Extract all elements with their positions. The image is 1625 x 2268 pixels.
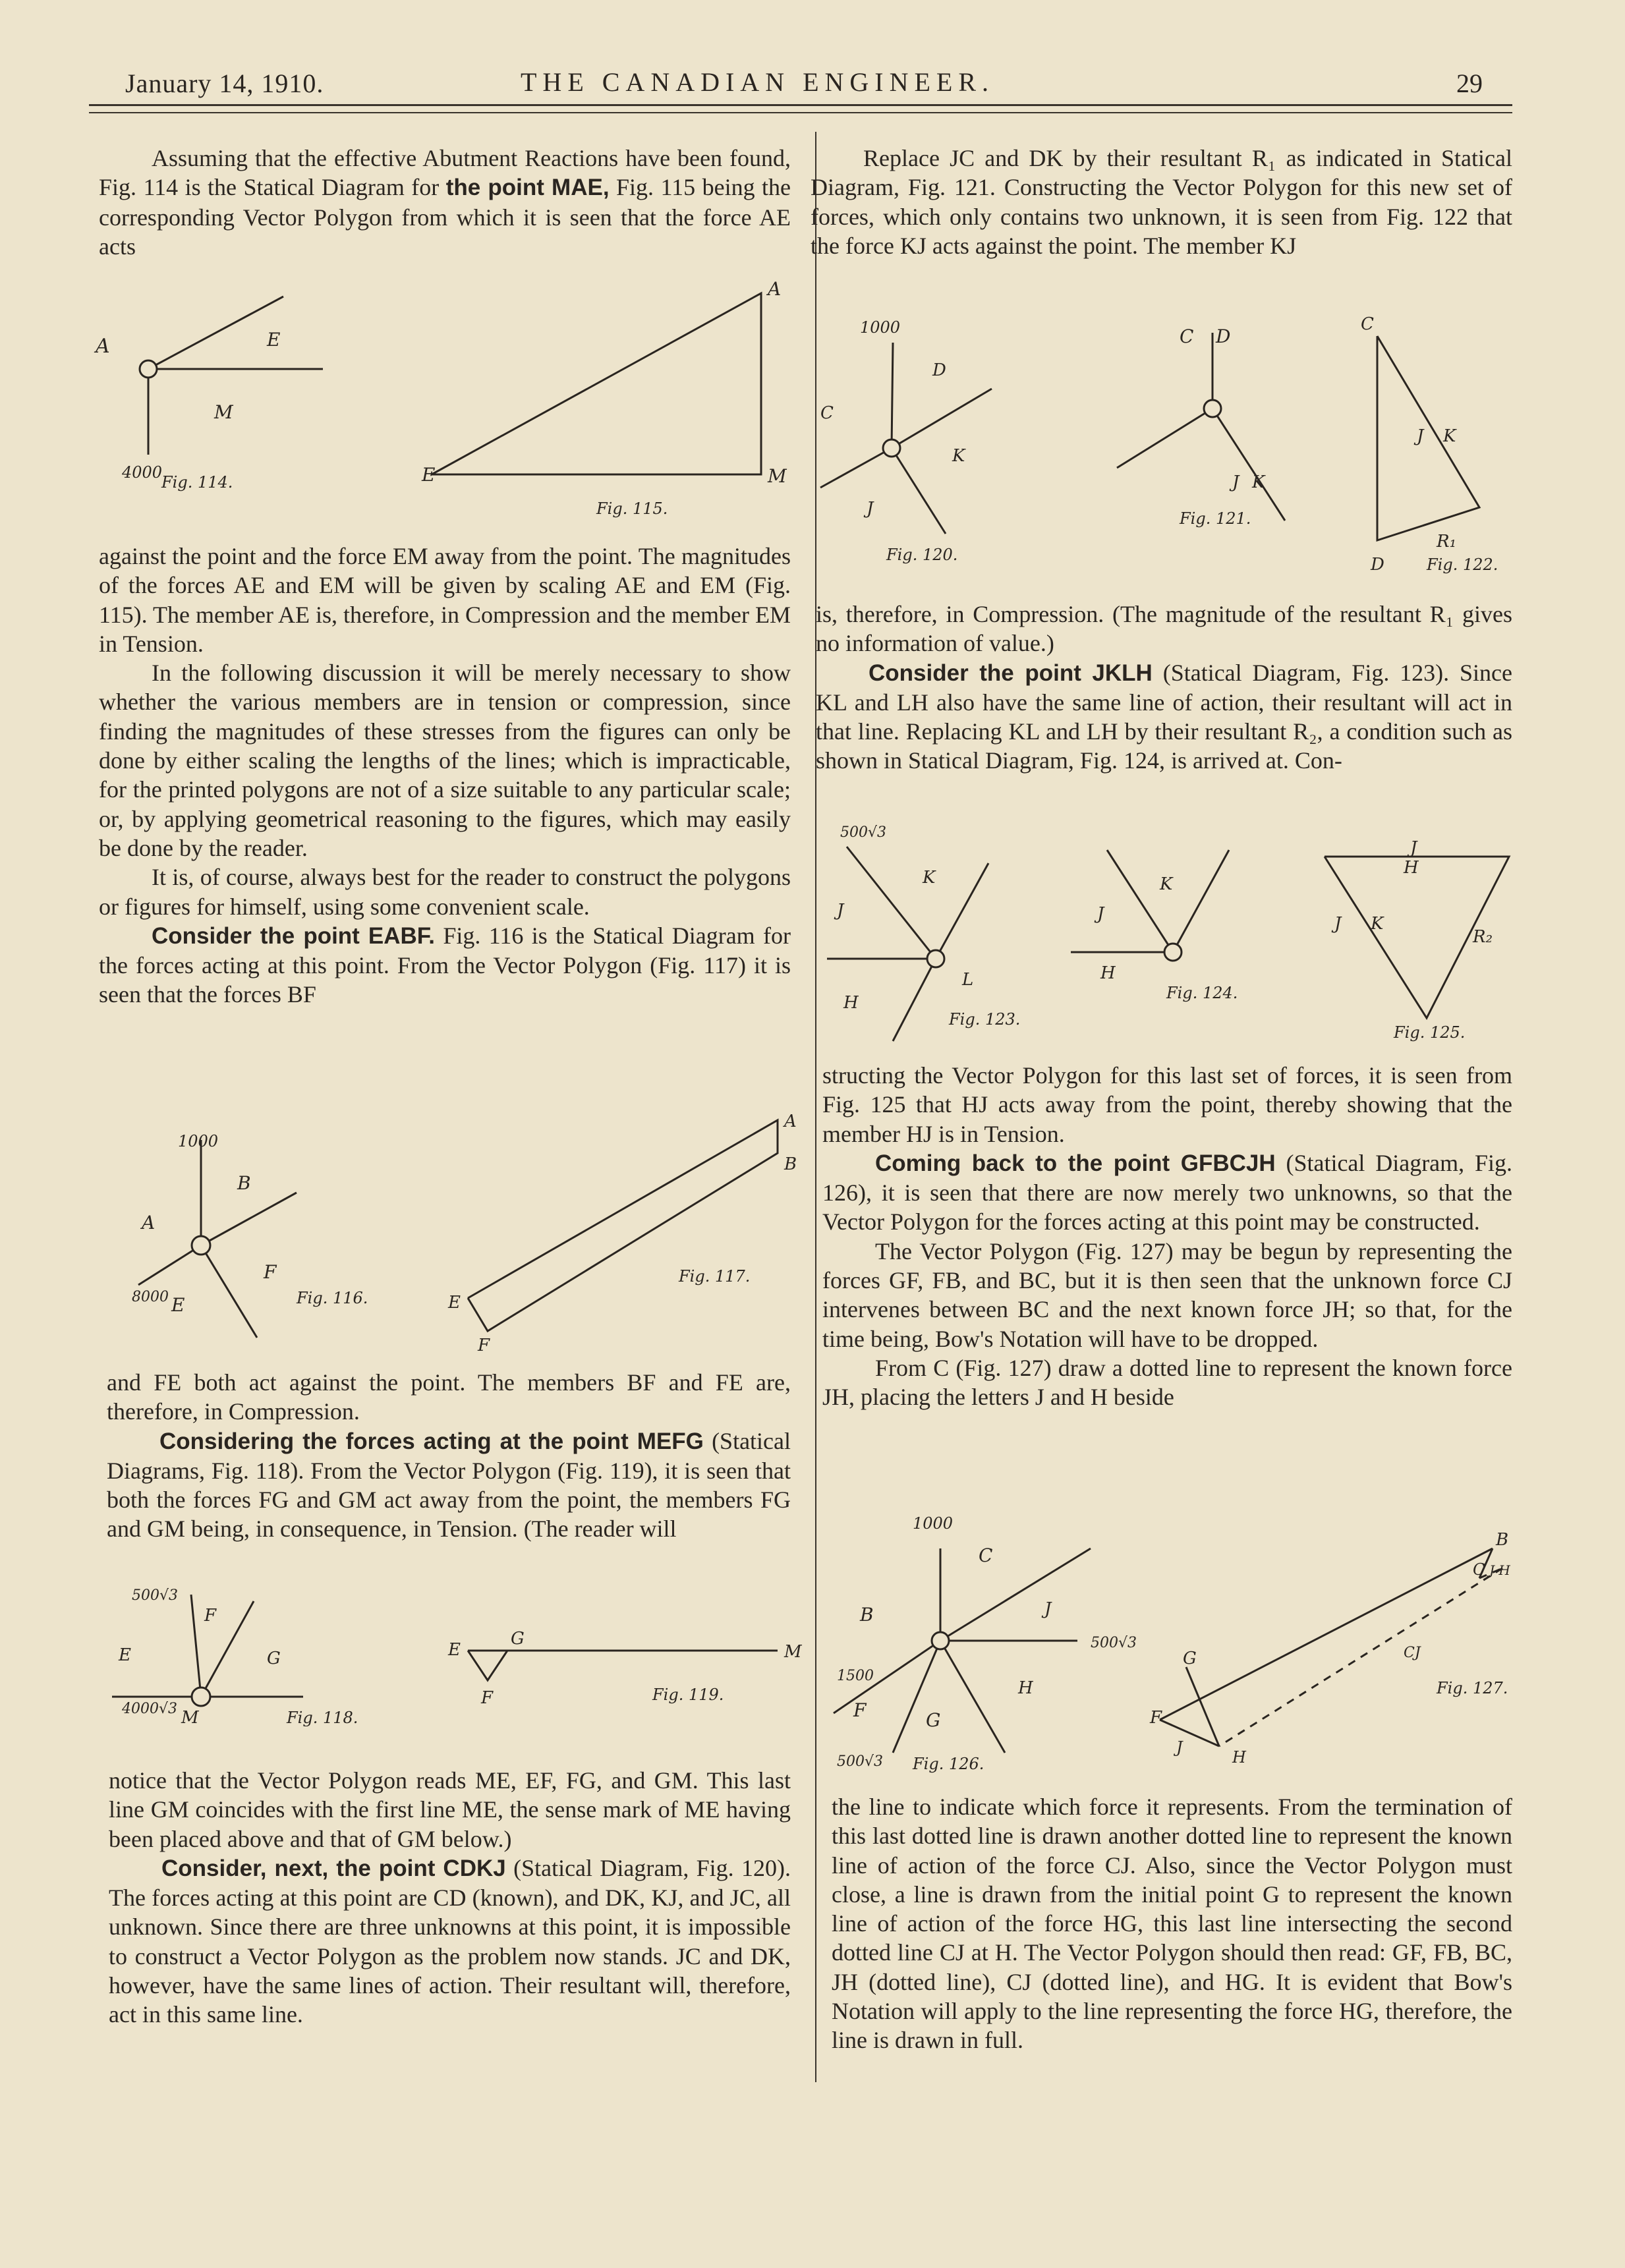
svg-text:L: L [962, 970, 974, 990]
svg-text:M: M [784, 1642, 802, 1662]
right-para-1: Replace JC and DK by their resultant R₁ as indicated in Statical Diagram, Fig. 121. Constructing the Vector Polygon for this new set of forces, which only contains two unknown, it is seen from Fig. 122 that the force KJ acts against the point. The member KJ [811, 145, 1512, 259]
svg-text:Fig. 120.: Fig. 120. [886, 546, 958, 564]
svg-text:A: A [142, 1212, 156, 1233]
svg-text:G: G [511, 1629, 525, 1649]
left-para-1: Assuming that the effective Abutment Reactions have been found, Fig. 114 is the Statical Diagram for the point MAE, Fig. 115 being the corresponding Vector Polygon from which it is seen that the force AE acts [99, 145, 791, 260]
svg-text:Fig. 122.: Fig. 122. [1427, 555, 1498, 574]
svg-text:C: C [820, 403, 834, 423]
svg-text:K: K [1160, 874, 1173, 894]
figure-125 [1311, 830, 1522, 1048]
page-header [86, 63, 1509, 102]
svg-text:H: H [1018, 1678, 1033, 1698]
figure-126 [827, 1509, 1170, 1786]
svg-text:F: F [1150, 1708, 1162, 1728]
svg-text:1000: 1000 [913, 1514, 954, 1533]
svg-text:CJ: CJ [1404, 1645, 1421, 1661]
svg-text:J: J [867, 499, 874, 519]
svg-text:E: E [171, 1294, 185, 1316]
svg-text:J: J [1410, 838, 1417, 858]
svg-text:500√3: 500√3 [840, 824, 887, 841]
svg-text:K: K [1252, 472, 1265, 492]
svg-text:K: K [1443, 426, 1456, 446]
svg-text:B: B [1496, 1530, 1509, 1550]
svg-text:Fig. 125.: Fig. 125. [1394, 1023, 1466, 1042]
svg-text:B: B [237, 1172, 251, 1194]
svg-text:J: J [1232, 472, 1240, 492]
svg-text:500√3: 500√3 [1091, 1635, 1137, 1651]
svg-text:K: K [1371, 914, 1384, 934]
svg-text:A: A [784, 1112, 797, 1131]
svg-text:F: F [264, 1261, 277, 1283]
svg-text:R₂: R₂ [1473, 927, 1493, 947]
svg-text:C: C [1361, 314, 1374, 334]
svg-text:C: C [979, 1545, 993, 1566]
svg-text:D: D [1371, 555, 1384, 575]
figure-121 [1100, 316, 1298, 540]
svg-text:Fig. 121.: Fig. 121. [1180, 509, 1251, 528]
svg-text:Fig. 116.: Fig. 116. [297, 1289, 368, 1307]
svg-text:H: H [843, 993, 859, 1013]
svg-text:8000: 8000 [132, 1289, 169, 1305]
svg-text:D: D [1216, 326, 1231, 347]
svg-text:Fig. 118.: Fig. 118. [287, 1709, 358, 1726]
figure-120 [814, 316, 1012, 573]
svg-text:J H: J H [1489, 1562, 1510, 1578]
figure-124 [1068, 837, 1239, 1015]
svg-text:Fig. 126.: Fig. 126. [913, 1755, 984, 1773]
svg-text:F: F [204, 1606, 217, 1626]
svg-text:500√3: 500√3 [837, 1753, 884, 1770]
left-para-4: notice that the Vector Polygon reads ME, EF, FG, and GM. This last line GM coincides with the first line ME, the sense mark of ME having been placed above and that of GM below.) Consider, next, the point CDKJ (Statical Diagram, Fig. 120). The forces acting at this point are CD (known), and DK, KJ, and JC, all unknown. Since there are three unknowns at this point, it is impossible to construct a Vector Polygon as the problem now stands. JC and DK, however, have the same lines of action. Their resultant will, therefore, act in this same line. [109, 1767, 791, 2028]
svg-text:A: A [96, 335, 110, 358]
page-number: 29 [1456, 69, 1483, 98]
figure-123 [820, 817, 1071, 1061]
journal-title: THE CANADIAN ENGINEER. [521, 67, 995, 97]
svg-text:E: E [448, 1640, 461, 1660]
svg-text:500√3: 500√3 [132, 1587, 179, 1604]
svg-text:C: C [1473, 1560, 1485, 1579]
svg-text:Fig. 127.: Fig. 127. [1437, 1679, 1508, 1697]
right-para-3: structing the Vector Polygon for this last set of forces, it is seen from Fig. 125 that HJ acts away from the point, thereby showing that the member HJ is in Tension. Coming back to the point GFBCJH (Statical Diagram, Fig. 126), it is seen that there are now merely two unknowns, so that the Vector Polygon for the forces acting at this point may be constructed. The Vector Polygon (Fig. 127) may be begun by representing the forces GF, FB, and BC, but it is then seen that the unknown force CJ intervenes between BC and the next known force JH; so that, for the time being, Bow's Notation will have to be dropped. From C (Fig. 127) draw a dotted line to represent the known force JH, placing the letters J and H beside [822, 1062, 1512, 1411]
svg-text:J: J [1176, 1738, 1183, 1757]
svg-text:M: M [181, 1708, 199, 1726]
svg-text:G: G [926, 1709, 941, 1731]
svg-text:Fig. 123.: Fig. 123. [949, 1010, 1021, 1029]
svg-text:E: E [119, 1645, 131, 1665]
svg-text:A: A [768, 278, 782, 300]
svg-text:H: H [1100, 963, 1116, 983]
svg-text:C: C [1180, 326, 1194, 347]
svg-text:F: F [478, 1336, 490, 1355]
svg-text:J: J [1044, 1599, 1052, 1619]
figure-114 [92, 277, 343, 501]
svg-text:J: J [1097, 904, 1104, 924]
figure-122 [1338, 310, 1516, 580]
svg-text:1000: 1000 [178, 1132, 219, 1150]
svg-text:B: B [860, 1604, 874, 1626]
svg-text:4000√3: 4000√3 [122, 1701, 178, 1717]
figure-127 [1147, 1509, 1516, 1772]
header-rule-bottom [89, 112, 1512, 113]
svg-text:H: H [1404, 858, 1419, 878]
left-para-3: and FE both act against the point. The members BF and FE are, therefore, in Compression. Considering the forces acting at the point MEFG (Statical Diagrams, Fig. 118). From the Vector Polygon (Fig. 119), it is seen that both the forces FG and GM act away from the point, the members FG and GM being, in consequence, in Tension. (The reader will [107, 1369, 791, 1543]
svg-text:M: M [214, 401, 233, 423]
svg-text:F: F [853, 1699, 867, 1721]
svg-text:F: F [481, 1688, 494, 1708]
svg-text:D: D [932, 360, 946, 380]
left-para-2: against the point and the force EM away from the point. The magnitudes of the forces AE and EM will be given by scaling AE and EM (Fig. 115). The member AE is, therefore, in Compression and the member EM in Tension. In the following discussion it will be merely necessary to show whether the various members are in tension or compression, since finding the magnitudes of these stresses from the figures can only be done by either scaling the lengths of the lines; which is impracticable, for the printed polygons are not of a size suitable to any particular scale; or, by applying geometrical reasoning to the figures, which may easily be done by the reader. It is, of course, always best for the reader to construct the polygons or figures for himself, using some convenient scale. Consider the point EABF. Fig. 116 is the Statical Diagram for the forces acting at this point. From the Vector Polygon (Fig. 117) it is seen that the forces BF [99, 543, 791, 1008]
svg-text:J: J [837, 901, 844, 921]
figure-119 [442, 1621, 811, 1713]
figure-118 [105, 1581, 415, 1726]
svg-text:E: E [267, 329, 281, 351]
figure-117 [442, 1107, 811, 1357]
svg-text:Fig. 115.: Fig. 115. [596, 499, 668, 518]
svg-text:1000: 1000 [860, 318, 901, 337]
svg-text:Fig. 119.: Fig. 119. [652, 1686, 724, 1704]
svg-text:J: J [1334, 914, 1342, 934]
svg-text:K: K [923, 868, 936, 888]
svg-text:Fig. 117.: Fig. 117. [679, 1267, 751, 1286]
svg-text:Fig. 114.: Fig. 114. [161, 473, 233, 492]
right-para-2: is, therefore, in Compression. (The magnitude of the resultant R₁ gives no information of value.) Consider the point JKLH (Statical Diagram, Fig. 123). Since KL and LH also have the same line of action, their resultant will act in that line. Replacing KL and LH by their resultant R₂, a condition such as shown in Statical Diagram, Fig. 124, is arrived at. Con- [816, 601, 1513, 774]
svg-text:Fig. 124.: Fig. 124. [1166, 984, 1238, 1002]
svg-text:E: E [422, 464, 436, 486]
figure-115 [409, 277, 804, 527]
figure-116 [105, 1120, 395, 1364]
svg-text:1500: 1500 [837, 1668, 874, 1684]
svg-text:M: M [768, 465, 787, 487]
svg-text:K: K [952, 446, 965, 466]
svg-text:J: J [1417, 426, 1424, 446]
svg-text:H: H [1232, 1748, 1246, 1767]
svg-text:G: G [1183, 1649, 1197, 1668]
svg-text:4000: 4000 [122, 463, 163, 482]
issue-date: January 14, 1910. [125, 69, 324, 98]
svg-text:E: E [448, 1293, 461, 1313]
svg-text:B: B [784, 1154, 797, 1174]
svg-text:R₁: R₁ [1437, 532, 1456, 552]
svg-text:G: G [267, 1649, 281, 1668]
right-para-4: the line to indicate which force it represents. From the termination of this last dotted line is drawn another dotted line to represent the known line of action of the force CJ. Also, since the Vector Polygon must close, a line is drawn from the initial point G to represent the known line of action of the force HG, this last line intersecting the second dotted line CJ at H. The Vector Polygon should then read: GF, FB, BC, JH (dotted line), CJ (dotted line), and HG. It is evident that Bow's Notation will apply to the line representing the force HG, therefore, the line is drawn in full. [832, 1794, 1512, 2054]
header-rule-top [89, 104, 1512, 106]
